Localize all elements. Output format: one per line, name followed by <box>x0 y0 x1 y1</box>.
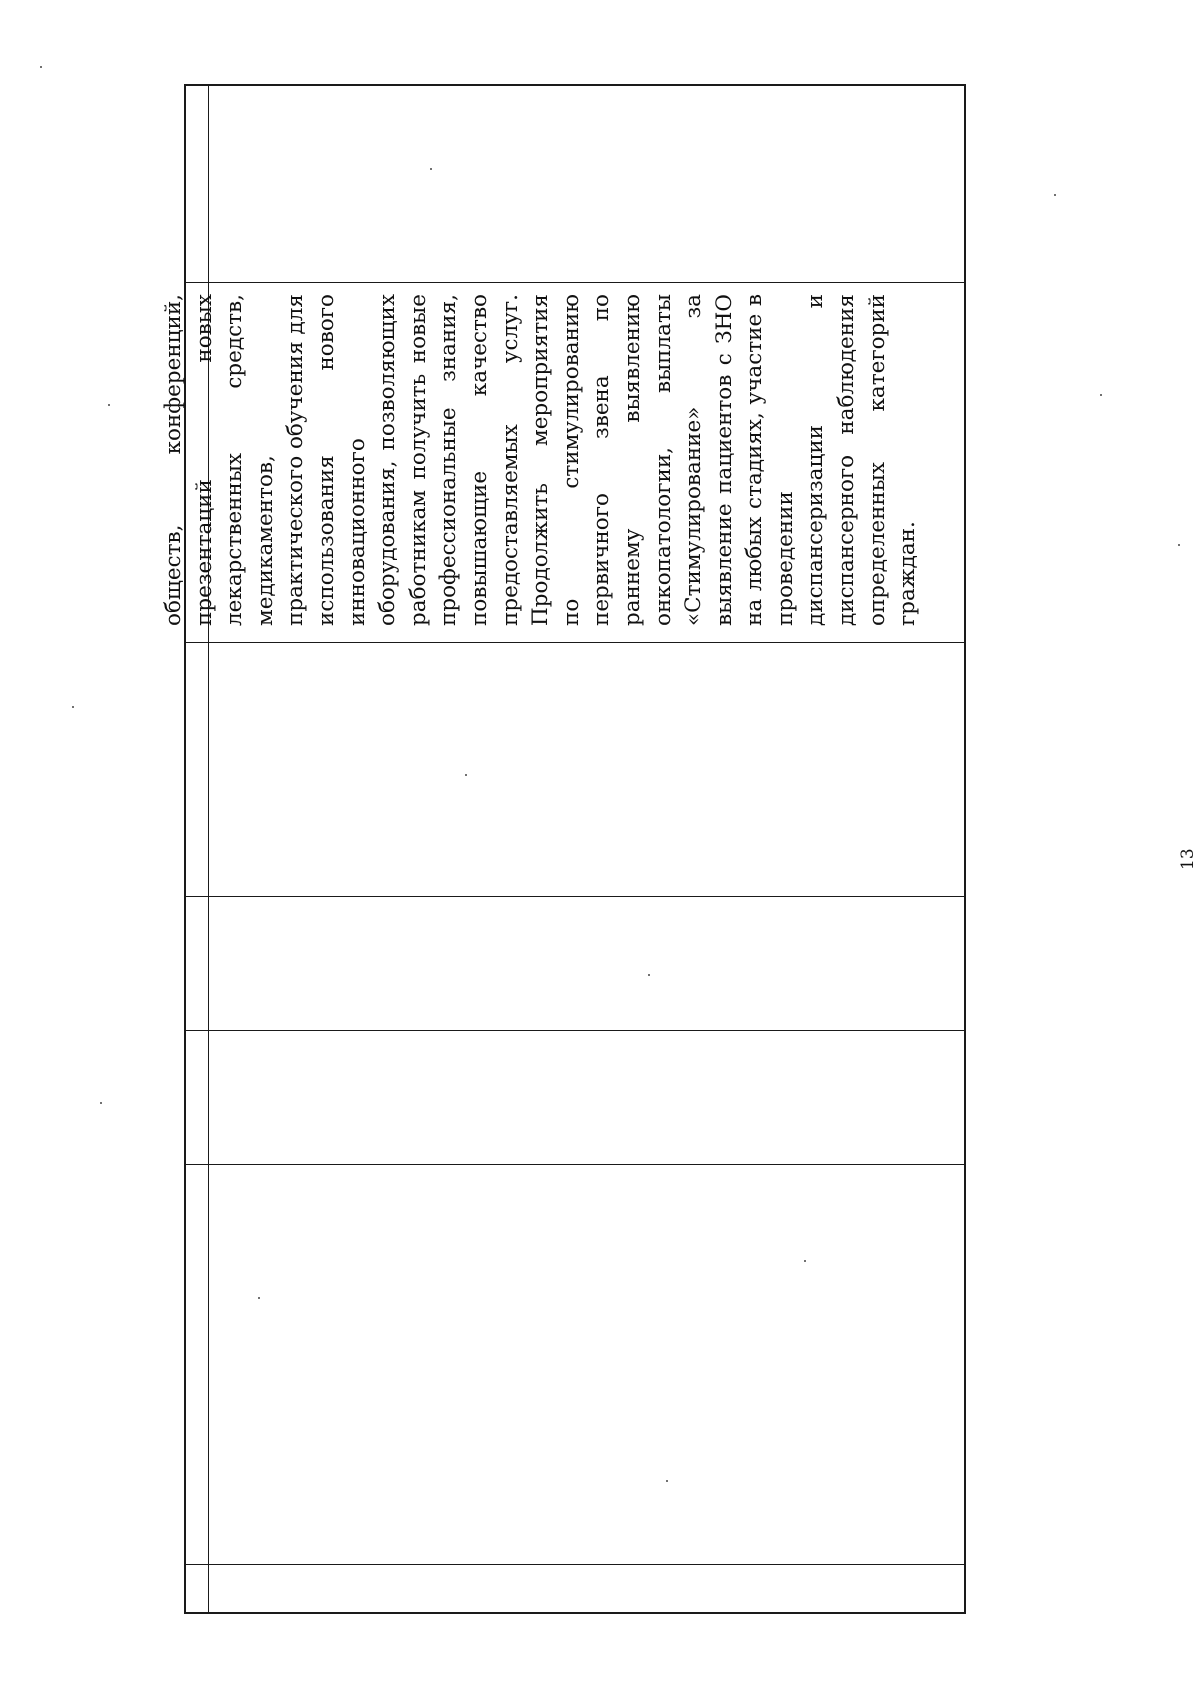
scan-speck <box>1178 544 1180 546</box>
scan-speck <box>108 404 110 406</box>
scan-speck <box>40 66 42 68</box>
cell-text <box>159 290 929 630</box>
scan-speck <box>72 706 74 708</box>
scan-speck <box>648 974 650 976</box>
scan-speck <box>1100 394 1102 396</box>
row-divider <box>186 1030 964 1031</box>
row-divider <box>186 1564 964 1565</box>
cell-paragraph: обществ, конференций, презентаций новых лекарственных средств, медикаментов, практического обучения для использования нового инновационного оборудования, позволяющих работникам получить новые профессиональные знания, повышающие качество предоставляемых услуг. Продолжить мероприятия по стимулированию первичного звена по раннему выявлению онкопатологии, выплаты «Стимулирование» за выявление пациентов с ЗНО на любых стадиях, участие в проведении диспансеризации и диспансерного наблюдения определенных категорий граждан. <box>161 294 921 626</box>
scan-speck <box>430 168 432 170</box>
page-number: 13 <box>1178 848 1198 870</box>
scan-speck <box>100 1102 102 1104</box>
scan-speck <box>465 774 467 776</box>
table-cell-measures <box>161 280 966 640</box>
scan-speck <box>1054 194 1056 196</box>
row-divider <box>186 896 964 897</box>
scan-speck <box>258 1297 260 1299</box>
row-divider <box>186 1164 964 1165</box>
scan-speck <box>804 1260 806 1262</box>
scan-speck <box>666 1480 668 1482</box>
row-divider <box>186 642 964 643</box>
